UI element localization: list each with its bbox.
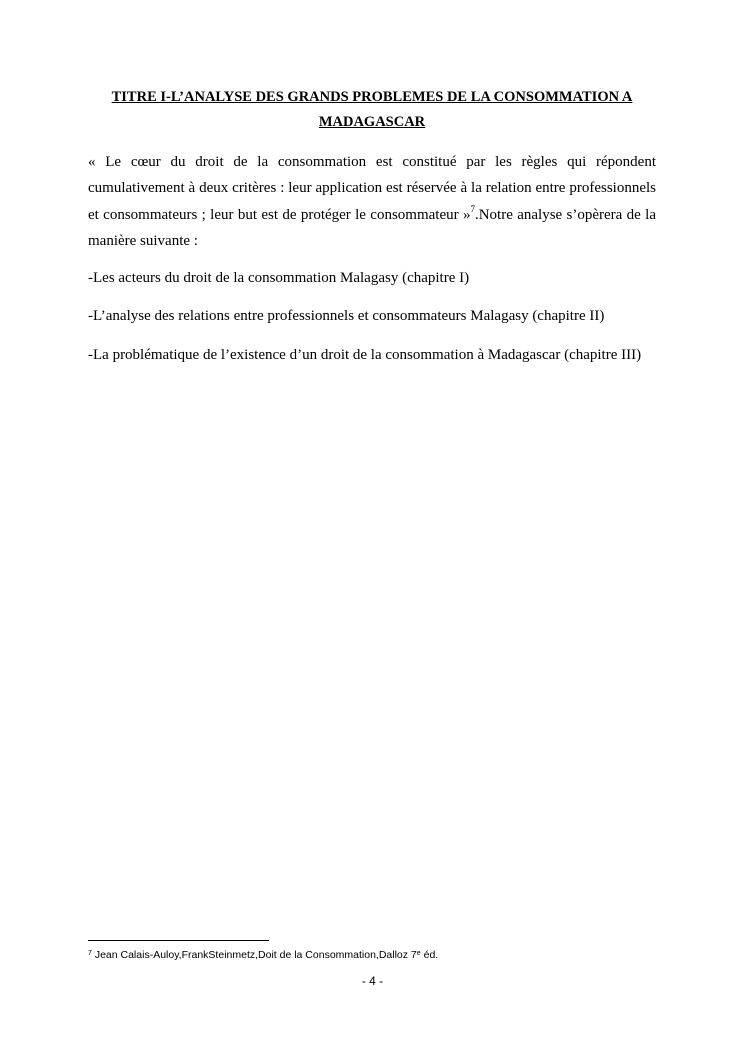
footnote-edition-superscript: e <box>416 950 421 957</box>
outline-item-chapter-2: -L’analyse des relations entre professionnels et consommateurs Malagasy (chapitre II) <box>88 308 605 324</box>
intro-quote-text: « Le cœur du droit de la consommation est constitué par les règles qui répondent cumulativement à deux critères : leur application est réservée à la relation entre professionnels et consommateurs ; leur but est de protéger le consommateur » <box>88 154 656 223</box>
intro-continuation-text: .Notre analyse s’opèrera de la manière suivante : <box>88 206 656 249</box>
footnote-number: 7 <box>88 950 92 957</box>
footnote-suffix: éd. <box>420 949 439 961</box>
intro-paragraph <box>88 149 656 254</box>
page-number: - 4 - <box>361 974 384 988</box>
outline-item-chapter-3: -La problématique de l’existence d’un droit de la consommation à Madagascar (chapitre III) <box>88 347 642 363</box>
footnote-reference[interactable]: 7 <box>470 203 475 214</box>
footnote <box>88 948 688 962</box>
footnote-text: Jean Calais-Auloy,FrankSteinmetz,Doit de la Consommation,Dalloz 7 <box>94 949 417 961</box>
chapter-title: TITRE I-L’ANALYSE DES GRANDS PROBLEMES DE LA CONSOMMATION A MADAGASCAR <box>111 89 633 130</box>
footnote-separator <box>88 940 269 941</box>
outline-item-chapter-1: -Les acteurs du droit de la consommation Malagasy (chapitre I) <box>88 270 470 286</box>
